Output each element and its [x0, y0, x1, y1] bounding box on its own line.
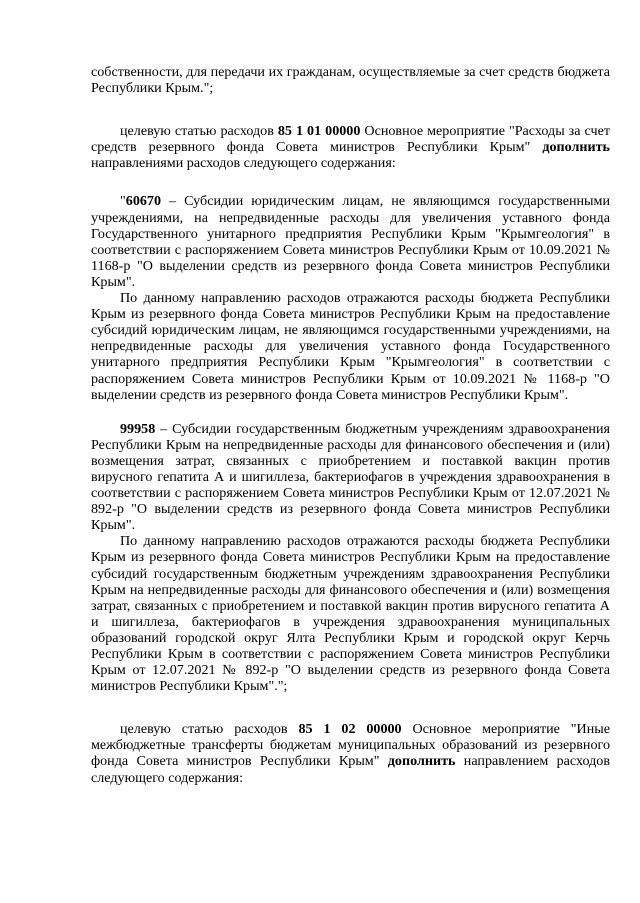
text-mid: Основное мероприятие "Иные межбюджетные трансферты бюджетам муниципальных образований из резервного фонда Совета министров Республики Крым" — [91, 721, 610, 770]
text-post: направлением расходов следующего содержания: — [91, 753, 610, 786]
budget-code: 85 1 01 00000 — [277, 123, 361, 140]
opening-quote: " — [120, 193, 126, 210]
paragraph-direction-99958 — [91, 421, 610, 534]
paragraph-ownership-end: собственности, для передачи их гражданам, осуществляемые за счет средств бюджета Республики Крым."; — [91, 64, 610, 97]
keyword-supplement: дополнить — [387, 753, 456, 770]
direction-code: 60670 — [125, 193, 161, 210]
text-post: направлениями расходов следующего содержания: — [91, 155, 396, 172]
text-pre: целевую статью расходов — [120, 123, 278, 140]
paragraph-direction-60670-description: По данному направлению расходов отражаются расходы бюджета Республики Крым из резервного фонда Совета министров Республики Крым на предоставление субсидий юридическим лицам, не являющимся государственными учреждениями, на непредвиденные расходы для увеличения уставного фонда Государственного унитарного предприятия Республики Крым "Крымгеология" в соответствии с распоряжением Совета министров Республики Крым от 10.09.2021 № 1168-р "О выделении средств из резервного фонда Совета министров Республики Крым". — [91, 290, 610, 403]
paragraph-article-85-1-02 — [91, 721, 610, 785]
paragraph-article-85-1-01 — [91, 123, 610, 171]
direction-code: 99958 — [120, 420, 156, 437]
paragraph-direction-60670 — [91, 193, 610, 290]
direction-text: – Субсидии юридическим лицам, не являющимся государственными учреждениями, на непредвиденные расходы для увеличения уставного фонда Государственного унитарного предприятия Республики Крым "Крымгеология" в соответствии с распоряжением Совета министров Республики Крым от 10.09.2021 № 1168-р "О выделении средств из резервного фонда Совета министров Республики Крым". — [91, 193, 610, 290]
keyword-supplement: дополнить — [542, 139, 610, 156]
budget-code: 85 1 02 00000 — [298, 721, 402, 738]
text-pre: целевую статью расходов — [120, 721, 299, 738]
direction-text: – Субсидии государственным бюджетным учреждениям здравоохранения Республики Крым на непредвиденные расходы для финансового обеспечения и (или) возмещения затрат, связанных с приобретением и поставкой вакцин против вирусного гепатита А и шигиллеза, бактериофагов в учреждения здравоохранения в соответствии с распоряжением Совета министров Республики Крым от 12.07.2021 № 892-р "О выделении средств из резервного фонда Совета министров Республики Крым". — [91, 420, 610, 534]
paragraph-direction-99958-description: По данному направлению расходов отражаются расходы бюджета Республики Крым из резервного фонда Совета министров Республики Крым на предоставление субсидий государственным бюджетным учреждениям здравоохранения Республики Крым на непредвиденные расходы для финансового обеспечения и (или) возмещения затрат, связанных с приобретением и поставкой вакцин против вирусного гепатита А и шигиллеза, бактериофагов в учреждения здравоохранения муниципальных образований городской округ Ялта Республики Крым и городской округ Керчь Республики Крым в соответствии с распоряжением Совета министров Республики Крым от 12.07.2021 № 892-р "О выделении средств из резервного фонда Совета министров Республики Крым"."; — [91, 533, 610, 695]
document-page — [91, 64, 610, 786]
text-mid: Основное мероприятие "Расходы за счет средств резервного фонда Совета министров Республики Крым" — [91, 123, 610, 156]
